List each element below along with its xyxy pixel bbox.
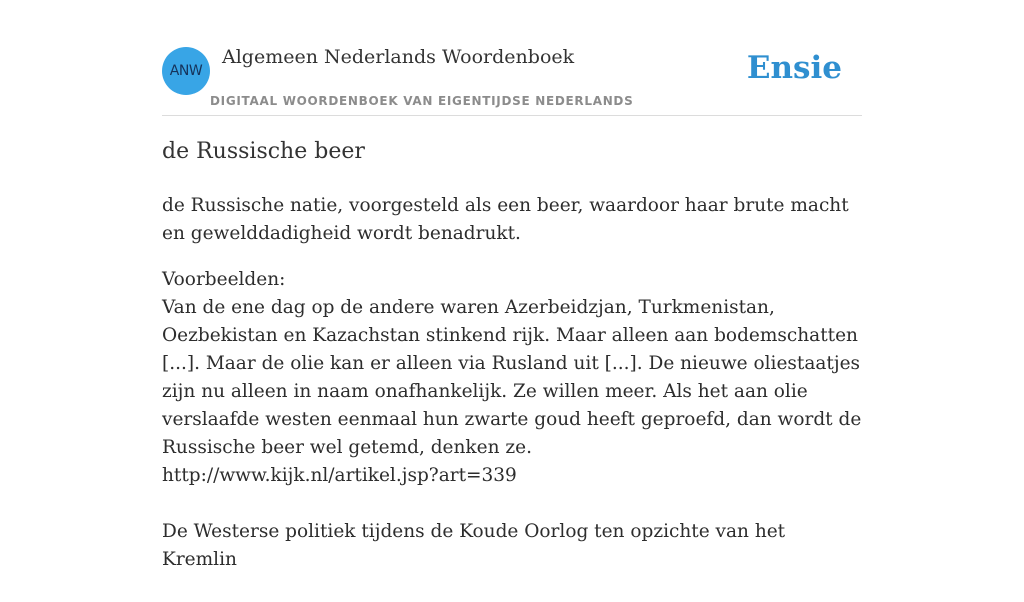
entry-definition: de Russische natie, voorgesteld als een beer, waardoor haar brute macht en gewelddadigheid wordt benadrukt. <box>162 195 849 244</box>
entry-title: de Russische beer <box>162 139 365 164</box>
example-text: De Westerse politiek tijdens de Koude Oorlog ten opzichte van het Kremlin <box>162 521 786 570</box>
example-text: Van de ene dag op de andere waren Azerbeidzjan, Turkmenistan, Oezbekistan en Kazachstan stinkend rijk. Maar alleen aan bodemschatten [...]. Maar de olie kan er alleen via Rusland uit [...]. De nieuwe oliestaatjes zijn nu alleen in naam onafhankelijk. Ze willen meer. Als het aan olie verslaafde westen eenmaal hun zwarte goud heeft geproefd, dan wordt de Russische beer wel getemd, denken ze. <box>162 297 862 458</box>
page <box>162 0 862 570</box>
example-1 <box>162 266 862 490</box>
anw-logo[interactable]: ANW <box>162 47 210 95</box>
ensie-brand-logo[interactable]: Ensie <box>746 50 842 86</box>
site-title[interactable]: Algemeen Nederlands Woordenboek <box>222 46 575 68</box>
example-2 <box>162 518 862 574</box>
example-source-link[interactable]: http://www.kijk.nl/artikel.jsp?art=339 <box>162 465 517 486</box>
site-subtitle: DIGITAAL WOORDENBOEK VAN EIGENTIJDSE NEDERLANDS <box>210 94 634 108</box>
entry-content <box>162 192 862 602</box>
examples-label: Voorbeelden: <box>162 269 286 290</box>
site-header <box>162 0 862 116</box>
